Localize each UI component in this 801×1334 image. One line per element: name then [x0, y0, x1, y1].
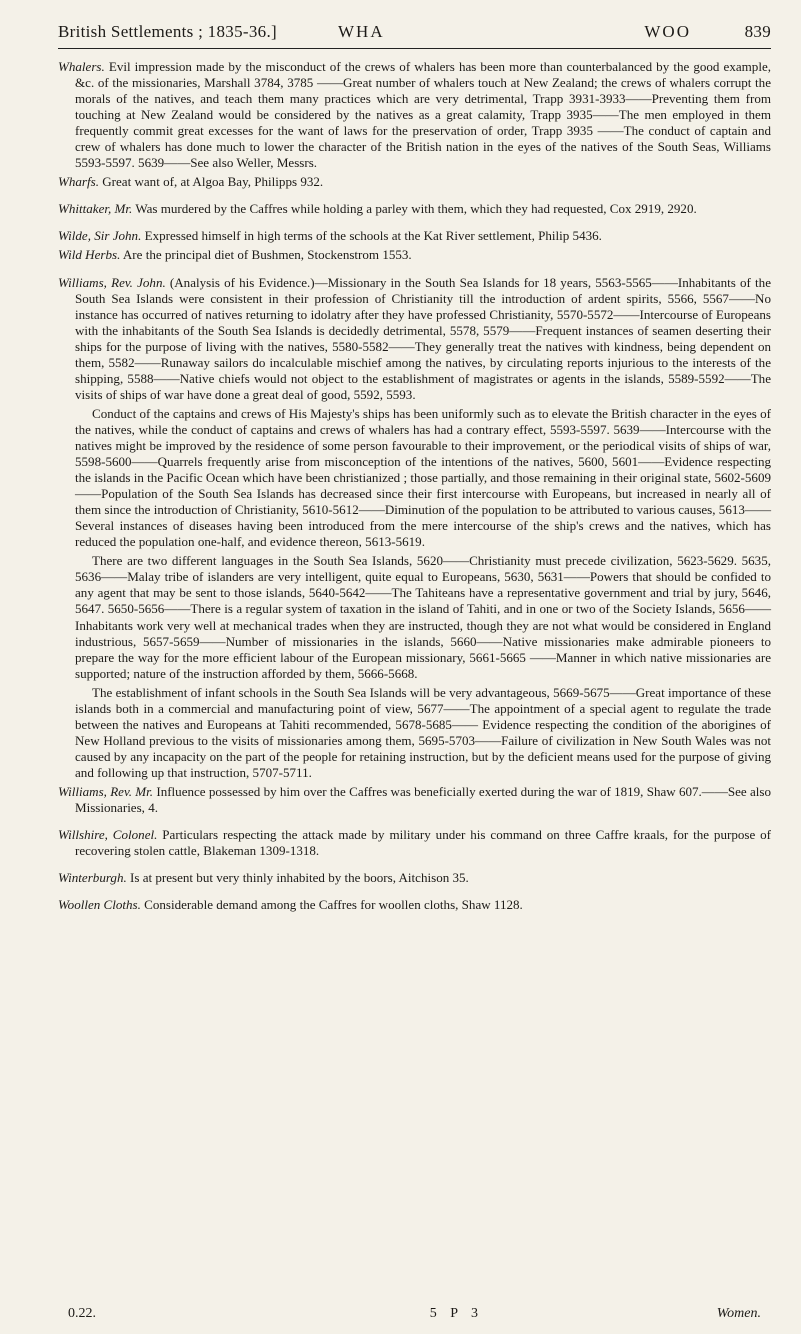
entry-headword: Willshire, Colonel. — [58, 827, 158, 843]
footer-signature: 5 P 3 — [429, 1306, 484, 1321]
entry-text: There are two different languages in the South Sea Islands, 5620——Christianity must precede civilization, 5623-5629. 5635, 5636——Malay tribe of islanders are very intelligent, quite equal to Europeans, 5630, 5631——Powers that should be confided to any agent that may be sent to those islands, 5640-5642——The Tahiteans have a representative government and trial by jury, 5646, 5647. 5650-5656——There is a regular system of taxation in the island of Tahiti, and in one or two of the Society Islands, 5656—— Inhabitants work very well at mechanical trades when they are instructed, though they are not what would be considered in England industrious, 5657-5659——Number of missionaries in the islands, 5660——Native missionaries make admirable pioneers to prepare the way for the more efficient labour of the European missionary, 5661-5665 ——Manner in which native missionaries are supported; nature of the instruction afforded by them, 5666-5668. — [75, 553, 771, 681]
entry-headword: Woollen Cloths. — [58, 897, 141, 913]
entry-text: The establishment of infant schools in the South Sea Islands will be very advantageous, 5669-5675——Great importance of these islands both in a commercial and manufacturing point of view, 5677——The appointment of a special agent to regulate the trade between the natives and Europeans at Tahiti recommended, 5678-5685—— Evidence respecting the condition of the aborigines of New Holland previous to the visits of missionaries among them, 5695-5703——Failure of civilization in New South Wales was not caused by any incapacity on the part of the people for retaining instruction, but by the deficient means used for the purpose of giving and following up that instruction, 5707-5711. — [75, 684, 771, 780]
entry-willshire — [58, 827, 771, 859]
entry-text: Are the principal diet of Bushmen, Stockenstrom 1553. — [120, 247, 412, 263]
header-rule — [58, 48, 771, 49]
entry-williams-john — [58, 275, 771, 403]
entry-headword: Whalers. — [58, 59, 105, 74]
entry-whalers — [58, 59, 771, 171]
entry-williams-continued-2 — [58, 553, 771, 681]
entry-text: Great want of, at Algoa Bay, Philipps 932. — [98, 174, 324, 190]
entry-headword: Williams, Rev. Mr. — [58, 783, 154, 799]
entry-williams-continued-3 — [58, 685, 771, 781]
entry-woollen-cloths — [58, 897, 771, 913]
page-number: 839 — [744, 22, 771, 41]
entry-williams-continued-1 — [58, 406, 771, 550]
entry-wild-herbs — [58, 247, 771, 263]
entry-headword: Wharfs. — [58, 174, 99, 190]
entry-headword: Williams, Rev. John. — [58, 274, 166, 290]
header-range — [338, 22, 731, 42]
entry-text: (Analysis of his Evidence.)—Missionary in the South Sea Islands for 18 years, 5563-5565——Inhabitants of the South Sea Islands were consistent in their profession of Christianity till the introduction of ardent spirits, 5566, 5567——No instance has occurred of natives returning to idolatry after they have professed Christianity, 5570-5572——Intercourse of Europeans with the inhabitants of the South Sea Islands is decidedly detrimental, 5578, 5579——Frequent instances of seamen deserting their ships for the purpose of living with the natives, 5580-5582——They generally treat the natives with kindness, being dependent on them, 5582——Runaway sailors do incalculable mischief among the natives, by circulating reports injurious to the interests of the shipping, 5588——Native chiefs would not object to the establishment of magistrates or agents in the islands, 5589-5592——The visits of ships of war have done a great deal of good, 5592, 5593. — [75, 274, 771, 402]
page-footer — [68, 1306, 761, 1322]
entry-text: Considerable demand among the Caffres for woollen cloths, Shaw 1128. — [140, 897, 523, 913]
entry-text: Expressed himself in high terms of the schools at the Kat River settlement, Philip 5436. — [141, 228, 602, 244]
entry-text: Conduct of the captains and crews of His Majesty's ships has been uniformly such as to elevate the British character in the eyes of the natives, while the conduct of captains and crews of whalers has had a contrary effect, 5593-5597. 5639——Intercourse with the natives might be improved by the residence of some person favourable to their improvement, or the periodical visits of ships of war, 5598-5600——Quarrels frequently arise from misconception of the intentions of the natives, 5600, 5601——Evidence respecting the islands in the Pacific Ocean which have been christianized ; those partially, and those remaining in their original state, 5602-5609——Population of the South Sea Islands has decreased since their first intercourse with Europeans, but increased in nearly all of them since the introduction of Christianity, 5610-5612——Diminution of the population to be attributed to various causes, 5613——Several instances of diseases having been introduced from the mere intercourse of the ship's crews and the natives, which has reduced the population one-half, and evidence thereon, 5613-5619. — [75, 405, 771, 550]
entry-text: Is at present but very thinly inhabited by the boors, Aitchison 35. — [126, 870, 469, 886]
entry-headword: Whittaker, Mr. — [58, 201, 133, 217]
entry-text: Was murdered by the Caffres while holding a parley with them, which they had requested, Cox 2919, 2920. — [132, 201, 697, 217]
header-title: British Settlements ; 1835-36.] — [58, 22, 277, 41]
entry-text: Particulars respecting the attack made by military under his command on three Caffre kraals, for the purpose of recovering stolen cattle, Blakeman 1309-1318. — [75, 827, 771, 859]
entry-text: Evil impression made by the misconduct of the crews of whalers has been more than counterbalanced by the good example, &c. of the missionaries, Marshall 3784, 3785 ——Great number of whalers touch at New Zealand; the crews of whalers corrupt the morals of the natives, and teach them many practices which are very detrimental, Trapp 3931-3933——Preventing them from touching at New Zealand would be considered by the natives as a great calamity, Trapp 3935——The men employed in them frequently commit great excesses for the want of laws for the preservation of order, Trapp 3935 ——The conduct of captain and crew of whalers has done much to lower the character of the British nation in the eyes of the natives of the South Seas, Williams 5593-5597. 5639——See also Weller, Messrs. — [75, 59, 771, 171]
entry-williams-mr — [58, 784, 771, 816]
entry-wilde — [58, 228, 771, 244]
entry-headword: Wild Herbs. — [58, 247, 121, 263]
header-range-end: WOO — [644, 22, 691, 41]
header-range-start: WHA — [338, 22, 385, 41]
entries-body — [58, 59, 771, 913]
entry-whittaker — [58, 201, 771, 217]
entry-winterburgh — [58, 870, 771, 886]
entry-wharfs — [58, 174, 771, 190]
entry-text: Influence possessed by him over the Caffres was beneficially exerted during the war of 1819, Shaw 607.——See also Missionaries, 4. — [75, 783, 772, 816]
running-header — [58, 22, 771, 42]
entry-headword: Wilde, Sir John. — [58, 228, 142, 244]
entry-headword: Winterburgh. — [58, 870, 127, 886]
footer-paper-number: 0.22. — [68, 1306, 96, 1321]
footer-catchword: Women. — [716, 1306, 761, 1321]
